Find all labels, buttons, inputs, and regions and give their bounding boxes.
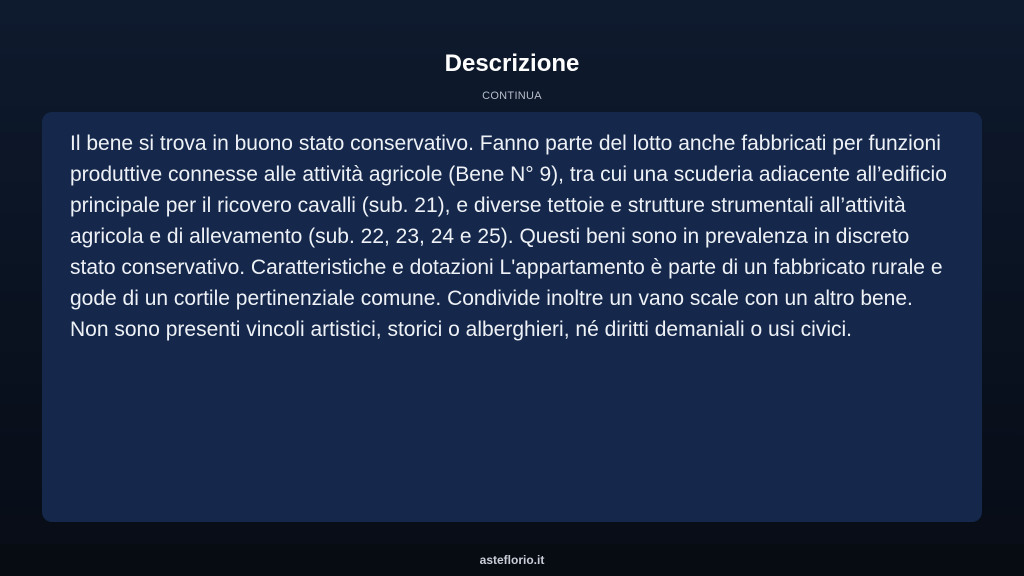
description-card [42,112,982,522]
continue-label: CONTINUA [482,90,542,102]
footer-bar [0,544,1024,576]
page-title: Descrizione [444,50,580,77]
header [0,0,1024,110]
description-text: Il bene si trova in buono stato conservativo. Fanno parte del lotto anche fabbricati per funzioni produttive connesse alle attività agricole (Bene N° 9), tra cui una scuderia adiacente all’edificio principale per il ricovero cavalli (sub. 21), e diverse tettoie e strutture strumentali all’attività agricola e di allevamento (sub. 22, 23, 24 e 25). Questi beni sono in prevalenza in discreto stato conservativo. Caratteristiche e dotazioni L'appartamento è parte di un fabbricato rurale e gode di un cortile pertinenziale comune. Condivide inoltre un vano scale con un altro bene. Non sono presenti vincoli artistici, storici o alberghieri, né diritti demaniali o usi civici. [70,132,947,341]
footer-brand: asteflorio.it [479,553,545,567]
